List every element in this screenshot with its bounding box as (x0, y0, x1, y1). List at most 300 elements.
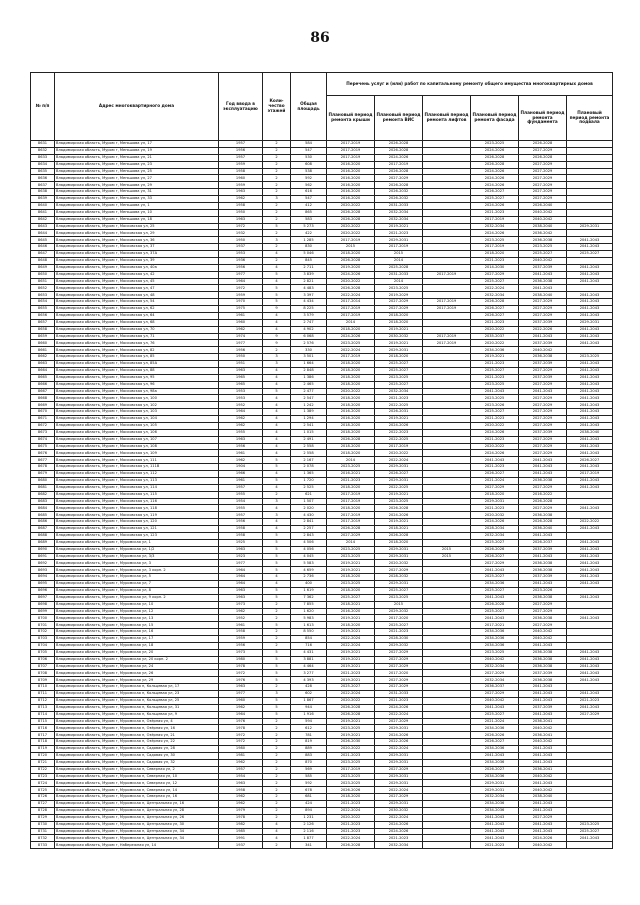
table-row (31, 196, 613, 203)
row-period-5: 2041-2043 (519, 780, 567, 787)
row-period-1: 2019-2021 (327, 663, 375, 670)
row-period-6 (567, 601, 613, 608)
row-area: 2 711 (291, 264, 327, 271)
row-area: 2 477 (291, 388, 327, 395)
row-area: 584 (291, 141, 327, 148)
row-period-3 (423, 512, 471, 519)
row-period-4: 2024-2026 (471, 429, 519, 436)
row-period-4: 2023-2025 (471, 381, 519, 388)
row-period-2: 2022-2024 (375, 814, 423, 821)
row-floors: 2 (263, 244, 291, 251)
row-period-3 (423, 739, 471, 746)
row-period-5: 2041-2043 (519, 333, 567, 340)
row-period-5: 2041-2043 (519, 691, 567, 698)
row-area: 1 613 (291, 622, 327, 629)
row-address: Владимирская область, Муром г, Московская ул, 114 (55, 484, 219, 491)
table-row (31, 704, 613, 711)
row-area: 819 (291, 739, 327, 746)
row-address: Владимирская область, Муром г, Московская ул, 40а (55, 264, 219, 271)
row-period-5: 2036-2038 (519, 615, 567, 622)
row-period-2: 2022-2024 (375, 711, 423, 718)
row-address: Владимирская область, Муром г, Муромская п, Кольцевая ул, 17 (55, 684, 219, 691)
row-address: Владимирская область, Муром г, Меньшова ул, 31 (55, 189, 219, 196)
row-period-3 (423, 732, 471, 739)
row-period-4: 2021-2023 (471, 416, 519, 423)
row-area: 592 (291, 780, 327, 787)
row-address: Владимирская область, Муром г, Московская ул, 25 (55, 223, 219, 230)
row-period-4: 2040-2042 (471, 656, 519, 663)
row-period-6 (567, 209, 613, 216)
header-works-group: Перечень услуг и (или) работ по капитальному ремонту общего имущества многоквартирных домов (327, 73, 613, 96)
table-row (31, 532, 613, 539)
row-period-3 (423, 209, 471, 216)
row-period-5: 2026-2037 (519, 539, 567, 546)
row-period-2: 2017-2020 (375, 670, 423, 677)
row-period-1: 2017-2019 (327, 141, 375, 148)
row-year: 1964 (219, 574, 263, 581)
row-area: 3 277 (291, 670, 327, 677)
row-period-2: 2026-2028 (375, 505, 423, 512)
row-area: 2 116 (291, 828, 327, 835)
row-period-4: 2024-2026 (471, 202, 519, 209)
row-period-5: 2041-2043 (519, 271, 567, 278)
row-period-3 (423, 601, 471, 608)
row-number: 8642 (31, 216, 55, 223)
row-period-5: 2027-2029 (519, 168, 567, 175)
row-period-5: 2040-2042 (519, 347, 567, 354)
row-address: Владимирская область, Муром г, Муромская ул, 24 (55, 663, 219, 670)
row-period-1: 2019-2021 (327, 629, 375, 636)
row-period-1: 2025-2027 (327, 684, 375, 691)
row-area: 2 020 (291, 505, 327, 512)
row-period-4: 2034-2036 (471, 642, 519, 649)
row-period-6: 2041-2043 (567, 649, 613, 656)
table-row (31, 216, 613, 223)
row-period-3 (423, 718, 471, 725)
table-row (31, 182, 613, 189)
table-row (31, 484, 613, 491)
row-period-5: 2038-2040 (519, 794, 567, 801)
row-period-2: 2027-2029 (375, 684, 423, 691)
row-period-2: 2027-2029 (375, 306, 423, 313)
row-number: 8652 (31, 285, 55, 292)
row-address: Владимирская область, Муром г, Муромская п, Садовая ул, 32 (55, 759, 219, 766)
row-period-3 (423, 216, 471, 223)
row-address: Владимирская область, Муром г, Муромская п, Центральная ул, 16 (55, 801, 219, 808)
row-period-1: 2020-2022 (327, 230, 375, 237)
row-floors: 3 (263, 361, 291, 368)
row-area: 678 (291, 787, 327, 794)
row-area: 2 558 (291, 450, 327, 457)
row-area: 4 506 (291, 539, 327, 546)
row-number: 8681 (31, 484, 55, 491)
row-year: 1957 (219, 512, 263, 519)
row-period-1: 2026-2028 (327, 526, 375, 533)
row-period-2: 2027-2029 (375, 663, 423, 670)
row-period-3 (423, 422, 471, 429)
table-row (31, 807, 613, 814)
row-period-6: 2041-2043 (567, 333, 613, 340)
row-period-1: 2023-2025 (327, 759, 375, 766)
row-address: Владимирская область, Муром г, Московская ул, 85А (55, 361, 219, 368)
row-period-6 (567, 161, 613, 168)
row-period-6 (567, 814, 613, 821)
row-address: Владимирская область, Муром г, Московская ул, 121 (55, 526, 219, 533)
row-period-5: 2040-2042 (519, 216, 567, 223)
row-period-4: 2021-2023 (471, 505, 519, 512)
row-period-4: 2021-2023 (471, 436, 519, 443)
row-period-3 (423, 670, 471, 677)
row-period-4: 2032-2034 (471, 292, 519, 299)
row-year: 1936 (219, 257, 263, 264)
row-year: 1956 (219, 519, 263, 526)
row-period-2: 2024-2026 (375, 422, 423, 429)
row-period-2: 2027-2029 (375, 299, 423, 306)
row-period-5: 2027-2029 (519, 436, 567, 443)
row-period-5: 2026-2040 (519, 202, 567, 209)
row-period-6: 2041-2043 (567, 374, 613, 381)
table-row (31, 828, 613, 835)
row-period-1: 2016-2020 (327, 168, 375, 175)
row-period-5: 2040-2042 (519, 725, 567, 732)
row-area: 2 747 (291, 319, 327, 326)
table-row (31, 347, 613, 354)
row-period-1: 2017-2014 (327, 299, 375, 306)
table-row (31, 175, 613, 182)
row-period-6 (567, 154, 613, 161)
row-floors: 2 (263, 175, 291, 182)
row-year: 1964 (219, 567, 263, 574)
row-period-1: 2018-2020 (327, 443, 375, 450)
row-address: Владимирская область, Муром г, Московская ул, 88 (55, 367, 219, 374)
row-number: 8637 (31, 182, 55, 189)
row-area: 608 (291, 161, 327, 168)
row-area: 1 877 (291, 835, 327, 842)
table-row (31, 464, 613, 471)
row-floors: 2 (263, 257, 291, 264)
row-address: Владимирская область, Муром г, Московская ул, 36 (55, 237, 219, 244)
row-period-1: 2020-2022 (327, 278, 375, 285)
row-period-1: 2018-2020 (327, 326, 375, 333)
row-number: 8675 (31, 443, 55, 450)
row-year: 1977 (219, 691, 263, 698)
row-period-3 (423, 477, 471, 484)
header-period-foundation: Плановый период ремонта фундамента (519, 96, 567, 141)
row-period-3 (423, 752, 471, 759)
row-period-2: 2024-2026 (375, 828, 423, 835)
row-period-4: 2027-2029 (471, 271, 519, 278)
table-row (31, 154, 613, 161)
row-period-5: 2025-2027 (519, 251, 567, 258)
row-period-4: 2034-2036 (471, 347, 519, 354)
row-floors: 5 (263, 553, 291, 560)
row-period-3 (423, 697, 471, 704)
row-address: Владимирская область, Муром г, Московская ул, 109 (55, 450, 219, 457)
row-floors: 4 (263, 429, 291, 436)
row-address: Владимирская область, Муром г, Московская ул, 96 (55, 381, 219, 388)
table-row (31, 326, 613, 333)
row-area: 424 (291, 801, 327, 808)
row-period-1: 2019-2020 (327, 264, 375, 271)
row-year: 1961 (219, 477, 263, 484)
table-row (31, 732, 613, 739)
row-period-4: 2032-2034 (471, 223, 519, 230)
row-period-3 (423, 326, 471, 333)
row-period-1: 2016-2020 (327, 189, 375, 196)
row-address: Владимирская область, Муром г, Муромская п, Озёрная ул, 4 (55, 718, 219, 725)
table-row (31, 711, 613, 718)
row-period-4: 2021-2023 (471, 319, 519, 326)
row-area: 2 257 (291, 526, 327, 533)
row-period-5: 2026-2028 (519, 154, 567, 161)
row-year: 1962 (219, 608, 263, 615)
row-period-6: 2023-2025 (567, 821, 613, 828)
row-year: 1904 (219, 464, 263, 471)
row-address: Владимирская область, Муром г, Московская ул, 95 (55, 374, 219, 381)
row-period-1: 2021-2023 (327, 752, 375, 759)
row-period-4: 2024-2026 (471, 450, 519, 457)
row-period-3 (423, 711, 471, 718)
row-year: 1963 (219, 189, 263, 196)
row-address: Владимирская область, Муром г, Московская ул, 112 (55, 471, 219, 478)
table-row (31, 512, 613, 519)
row-period-6: 2041-2043 (567, 409, 613, 416)
row-period-2: 2027-2029 (375, 794, 423, 801)
row-number: 8724 (31, 780, 55, 787)
row-period-3: 2017-2019 (423, 306, 471, 313)
row-period-6: 2041-2043 (567, 615, 613, 622)
row-period-6 (567, 196, 613, 203)
row-period-5: 2027-2029 (519, 443, 567, 450)
row-period-6 (567, 766, 613, 773)
row-year: 1962 (219, 457, 263, 464)
row-period-3 (423, 691, 471, 698)
row-address: Владимирская область, Муром г, Московская ул, 37 (55, 244, 219, 251)
row-number: 8658 (31, 326, 55, 333)
row-area: 1 015 (291, 429, 327, 436)
table-row (31, 539, 613, 546)
row-period-6 (567, 216, 613, 223)
row-period-5: 2027-2029 (519, 306, 567, 313)
row-period-6: 2041-2043 (567, 299, 613, 306)
row-year: 1953 (219, 395, 263, 402)
row-period-5: 2027-2029 (519, 312, 567, 319)
row-year: 1962 (219, 416, 263, 423)
row-period-6: 2041-2043 (567, 704, 613, 711)
row-period-6: 2041-2043 (567, 526, 613, 533)
row-period-4: 2026-2028 (471, 161, 519, 168)
row-period-1: 2018-2020 (327, 794, 375, 801)
row-period-1: 2015 (327, 244, 375, 251)
row-number: 8643 (31, 223, 55, 230)
row-period-3 (423, 526, 471, 533)
row-address: Владимирская область, Муром г, Муромская п, Кольцевая ул, 25 (55, 697, 219, 704)
row-year: 1964 (219, 711, 263, 718)
table-row (31, 622, 613, 629)
row-period-1: 2017-2019 (327, 491, 375, 498)
row-number: 8653 (31, 292, 55, 299)
row-area: 1 294 (291, 416, 327, 423)
row-period-4: 2026-2028 (471, 601, 519, 608)
table-row (31, 752, 613, 759)
row-address: Владимирская область, Муром г, Муромская ул, 15 (55, 622, 219, 629)
row-period-1: 2026-2028 (327, 257, 375, 264)
table-row (31, 402, 613, 409)
row-period-5: 2037-2039 (519, 429, 567, 436)
row-period-3 (423, 801, 471, 808)
row-period-1: 2022-2024 (327, 835, 375, 842)
row-address: Владимирская область, Муром г, Муромская п, Северная ул, 14 (55, 787, 219, 794)
row-area: 583 (291, 216, 327, 223)
row-period-3 (423, 519, 471, 526)
row-period-6: 2041-2043 (567, 237, 613, 244)
row-floors: 2 (263, 842, 291, 849)
header-floors: Коли-чество этажей (263, 73, 291, 141)
row-period-1: 2021-2023 (327, 670, 375, 677)
row-year: 1977 (219, 271, 263, 278)
row-period-2: 2026-2028 (375, 141, 423, 148)
row-period-2: 2021-2023 (375, 629, 423, 636)
row-period-1: 2023-2025 (327, 581, 375, 588)
row-floors: 9 (263, 333, 291, 340)
row-floors: 2 (263, 739, 291, 746)
row-period-6 (567, 622, 613, 629)
row-floors: 4 (263, 395, 291, 402)
row-period-2: 2023-2025 (375, 374, 423, 381)
row-floors: 2 (263, 182, 291, 189)
row-number: 8695 (31, 581, 55, 588)
row-floors: 2 (263, 209, 291, 216)
row-year: 1923 (219, 553, 263, 560)
row-period-1: 2018-2020 (327, 422, 375, 429)
row-period-3 (423, 594, 471, 601)
table-row (31, 553, 613, 560)
row-year: 1977 (219, 340, 263, 347)
row-period-4: 2032-2034 (471, 532, 519, 539)
row-year: 1932 (219, 230, 263, 237)
row-year: 1956 (219, 642, 263, 649)
row-period-1: 2014 (327, 539, 375, 546)
table-row (31, 271, 613, 278)
row-period-2: 2026-2032 (375, 196, 423, 203)
row-period-2: 2026-2031 (375, 409, 423, 416)
row-year: 1953 (219, 251, 263, 258)
row-number: 8705 (31, 649, 55, 656)
row-period-3 (423, 835, 471, 842)
row-period-3 (423, 436, 471, 443)
row-area: 4 464 (291, 663, 327, 670)
row-area: 2 841 (291, 519, 327, 526)
row-area: 2 126 (291, 821, 327, 828)
row-period-4: 2023-2025 (471, 649, 519, 656)
row-number: 8633 (31, 154, 55, 161)
row-year: 1960 (219, 697, 263, 704)
row-period-6 (567, 512, 613, 519)
row-period-6: 2027-2029 (567, 711, 613, 718)
row-period-5: 2027-2029 (519, 484, 567, 491)
row-address: Владимирская область, Муром г, Московская ул, 71 (55, 333, 219, 340)
row-period-2: 2022-2025 (375, 402, 423, 409)
table-row (31, 649, 613, 656)
table-row (31, 285, 613, 292)
table-row (31, 656, 613, 663)
row-period-5: 2027-2029 (519, 608, 567, 615)
row-year: 1959 (219, 161, 263, 168)
row-period-5: 2036-2038 (519, 560, 567, 567)
row-period-6 (567, 532, 613, 539)
row-number: 8669 (31, 402, 55, 409)
row-number: 8663 (31, 361, 55, 368)
row-year: 1962 (219, 759, 263, 766)
row-period-1: 2027-2029 (327, 532, 375, 539)
row-period-3 (423, 257, 471, 264)
row-number: 8687 (31, 526, 55, 533)
row-period-2: 2019-2021 (375, 519, 423, 526)
row-year: 1958 (219, 629, 263, 636)
row-period-2: 2018-2021 (375, 526, 423, 533)
row-year: 1963 (219, 684, 263, 691)
row-number: 8640 (31, 202, 55, 209)
row-area: 1 619 (291, 587, 327, 594)
row-period-2: 2029-2031 (375, 773, 423, 780)
row-period-6: 2041-2043 (567, 484, 613, 491)
row-floors: 4 (263, 264, 291, 271)
row-period-1: 2019-2021 (327, 732, 375, 739)
row-period-6 (567, 491, 613, 498)
row-address: Владимирская область, Муром г, Московская ул, 107 (55, 436, 219, 443)
row-period-3 (423, 292, 471, 299)
row-period-1: 2020-2022 (327, 746, 375, 753)
row-number: 8707 (31, 663, 55, 670)
header-period-elevators: Плановый период ремонта лифтов (423, 96, 471, 141)
row-period-2: 2026-2027 (375, 471, 423, 478)
row-period-1: 2018-2020 (327, 429, 375, 436)
row-period-2: 2022-2024 (375, 746, 423, 753)
row-floors: 2 (263, 642, 291, 649)
row-address: Владимирская область, Муром г, Московская ул, 39 (55, 257, 219, 264)
row-period-6 (567, 189, 613, 196)
row-year: 1954 (219, 498, 263, 505)
row-period-4: 2027-2029 (471, 560, 519, 567)
row-year: 1959 (219, 292, 263, 299)
row-number: 8659 (31, 333, 55, 340)
row-address: Владимирская область, Муром г, Муромская ул, 20 корп. 2 (55, 656, 219, 663)
row-address: Владимирская область, Муром г, Муромская ул, 3 (55, 560, 219, 567)
row-period-5: 2038-2040 (519, 223, 567, 230)
row-number: 8706 (31, 656, 55, 663)
row-period-2: 2018-2020 (375, 319, 423, 326)
row-period-4: 2025-2027 (471, 608, 519, 615)
row-number: 8723 (31, 773, 55, 780)
table-row (31, 374, 613, 381)
row-number: 8709 (31, 677, 55, 684)
row-period-3 (423, 147, 471, 154)
row-year: 1963 (219, 594, 263, 601)
row-area: 5 583 (291, 560, 327, 567)
row-period-3 (423, 388, 471, 395)
row-number: 8685 (31, 512, 55, 519)
row-period-4: 2041-2043 (471, 821, 519, 828)
row-number: 8682 (31, 491, 55, 498)
row-floors: 2 (263, 787, 291, 794)
row-floors: 2 (263, 780, 291, 787)
row-period-2: 2025-2027 (375, 622, 423, 629)
row-floors: 4 (263, 519, 291, 526)
row-period-1: 2023-2025 (327, 773, 375, 780)
row-floors: 4 (263, 402, 291, 409)
row-period-3 (423, 374, 471, 381)
row-period-3 (423, 794, 471, 801)
